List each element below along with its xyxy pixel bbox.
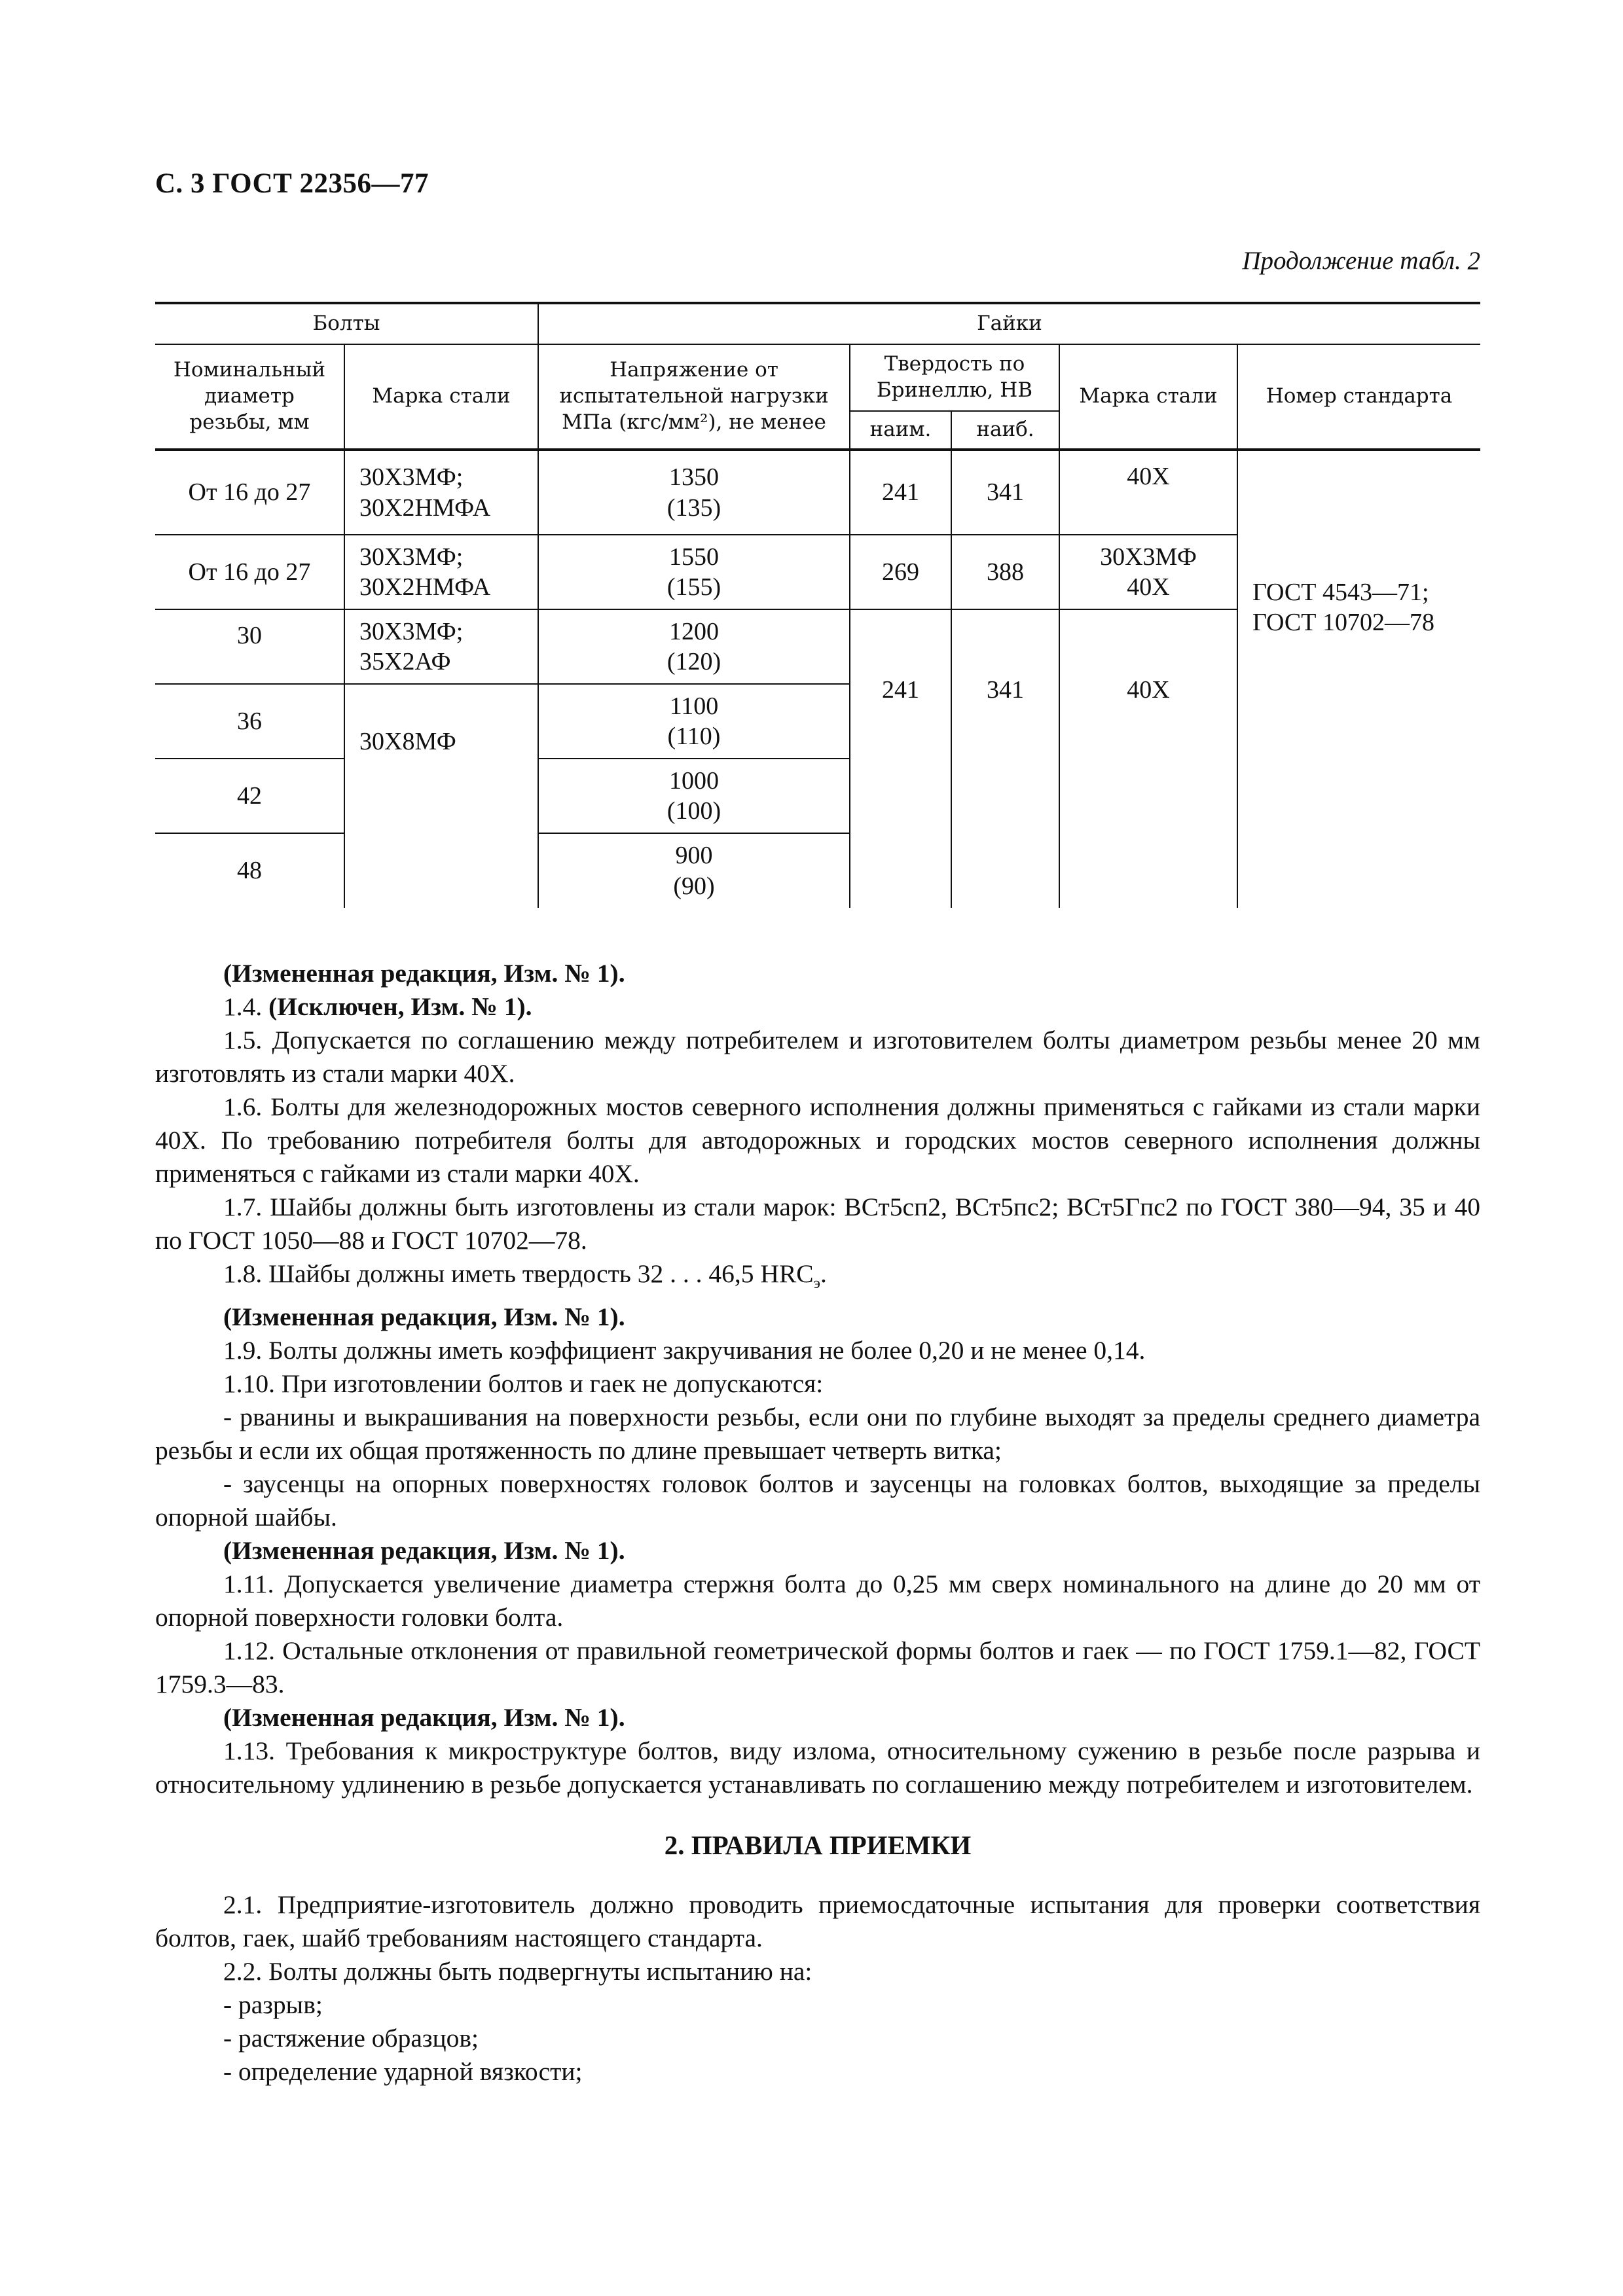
cell-hb-min: 241 xyxy=(850,609,951,908)
cell-stress: 1100 (110) xyxy=(538,684,850,759)
cell-hb-max: 341 xyxy=(951,609,1059,908)
cell-nut-steel: 40Х xyxy=(1059,609,1237,908)
cell-bolt-steel: 30Х8МФ xyxy=(344,684,538,908)
cell-diameter: 30 xyxy=(155,609,344,684)
cell-diameter: 36 xyxy=(155,684,344,759)
group-header-bolts: Болты xyxy=(155,303,538,344)
header-standard: Номер стандарта xyxy=(1237,344,1480,450)
cell-diameter: От 16 до 27 xyxy=(155,450,344,535)
clause-1-13: 1.13. Требования к микроструктуре болтов, виду излома, относительному сужению в резьбе после разрыва и относительному удлинению в резьбе допускается устанавливать по соглашению между потребителем и изготовителем. xyxy=(155,1736,1480,1799)
clause-2-1: 2.1. Предприятие-изготовитель должно проводить приемосдаточные испытания для проверки соответствия болтов, гаек, шайб требованиям настоящего стандарта. xyxy=(155,1890,1480,1952)
clause-1-12: 1.12. Остальные отклонения от правильной геометрической формы болтов и гаек — по ГОСТ 1759.1—82, ГОСТ 1759.3—83. xyxy=(155,1636,1480,1698)
list-item: - заусенцы на опорных поверхностях головок болтов и заусенцы на головках болтов, выходящие за пределы опорной шайбы. xyxy=(155,1469,1480,1532)
group-header-nuts: Гайки xyxy=(538,303,1480,344)
header-stress: Напряжение от испытательной нагрузки МПа (кгс/мм²), не менее xyxy=(538,344,850,450)
cell-hb-max: 341 xyxy=(951,450,1059,535)
cell-bolt-steel: 30Х3МФ; 35Х2АФ xyxy=(344,609,538,684)
table-row xyxy=(155,450,1480,535)
cell-stress: 1000 (100) xyxy=(538,759,850,833)
header-hardness-min: наим. xyxy=(850,411,951,450)
cell-nut-steel: 30Х3МФ 40Х xyxy=(1059,535,1237,609)
clause-1-7: 1.7. Шайбы должны быть изготовлены из стали марок: ВСт5сп2, ВСт5пс2; ВСт5Гпс2 по ГОСТ 380—94, 35 и 40 по ГОСТ 1050—88 и ГОСТ 10702—78. xyxy=(155,1193,1480,1255)
cell-stress: 1200 (120) xyxy=(538,609,850,684)
cell-bolt-steel: 30Х3МФ; 30Х2НМФА xyxy=(344,450,538,535)
cell-hb-min: 241 xyxy=(850,450,951,535)
clause-1-10: 1.10. При изготовлении болтов и гаек не допускаются: xyxy=(223,1369,824,1398)
clause-1-9: 1.9. Болты должны иметь коэффициент закручивания не более 0,20 и не менее 0,14. xyxy=(223,1335,1146,1365)
cell-diameter: От 16 до 27 xyxy=(155,535,344,609)
amendment-note: (Измененная редакция, Изм. № 1). xyxy=(223,959,625,988)
clause-2-2: 2.2. Болты должны быть подвергнуты испытанию на: xyxy=(223,1956,812,1986)
clause-1-8: 1.8. Шайбы должны иметь твердость 32 . . . 46,5 $HRC_э$. xyxy=(223,1259,827,1292)
amendment-note: (Измененная редакция, Изм. № 1). xyxy=(223,1702,625,1732)
list-item: - рванины и выкрашивания на поверхности резьбы, если они по глубине выходят за пределы среднего диаметра резьбы и если их общая протяженность по длине превышает четверть витка; xyxy=(155,1402,1480,1465)
cell-bolt-steel: 30Х3МФ; 30Х2НМФА xyxy=(344,535,538,609)
cell-standard: ГОСТ 4543—71; ГОСТ 10702—78 xyxy=(1237,450,1480,908)
list-item: - определение ударной вязкости; xyxy=(223,2056,583,2086)
page-header: С. 3 ГОСТ 22356—77 xyxy=(155,168,429,199)
clause-1-6: 1.6. Болты для железнодорожных мостов северного исполнения должны применяться с гайками из стали марки 40Х. По требованию потребителя болты для автодорожных и городских мостов северного исполнения должны применяться с гайками из стали марки 40Х. xyxy=(155,1092,1480,1188)
clause-1-11: 1.11. Допускается увеличение диаметра стержня болта до 0,25 мм сверх номинального на длине до 20 мм от опорной поверхности головки болта. xyxy=(155,1569,1480,1632)
cell-stress: 1350 (135) xyxy=(538,450,850,535)
cell-stress: 1550 (155) xyxy=(538,535,850,609)
header-diameter: Номинальный диаметр резьбы, мм xyxy=(155,344,344,450)
cell-hb-min: 269 xyxy=(850,535,951,609)
clause-1-5: 1.5. Допускается по соглашению между потребителем и изготовителем болты диаметром резьбы менее 20 мм изготовлять из стали марки 40Х. xyxy=(155,1026,1480,1088)
header-hardness-max: наиб. xyxy=(951,411,1059,450)
table-caption: Продолжение табл. 2 xyxy=(1242,247,1480,275)
header-hardness: Твердость по Бринеллю, НВ xyxy=(850,344,1059,411)
cell-diameter: 48 xyxy=(155,833,344,908)
cell-stress: 900 (90) xyxy=(538,833,850,908)
cell-hb-max: 388 xyxy=(951,535,1059,609)
list-item: - разрыв; xyxy=(223,1990,323,2019)
body-text xyxy=(155,957,1480,2089)
section-heading: 2. ПРАВИЛА ПРИЕМКИ xyxy=(664,1829,972,1860)
clause-1-4: 1.4. (Исключен, Изм. № 1). xyxy=(223,992,532,1021)
cell-diameter: 42 xyxy=(155,759,344,833)
header-bolt-steel: Марка стали xyxy=(344,344,538,450)
amendment-note: (Измененная редакция, Изм. № 1). xyxy=(223,1535,625,1565)
spec-table xyxy=(155,302,1480,908)
amendment-note: (Измененная редакция, Изм. № 1). xyxy=(223,1302,625,1331)
header-nut-steel: Марка стали xyxy=(1059,344,1237,450)
list-item: - растяжение образцов; xyxy=(223,2023,479,2053)
cell-nut-steel: 40Х xyxy=(1059,450,1237,535)
